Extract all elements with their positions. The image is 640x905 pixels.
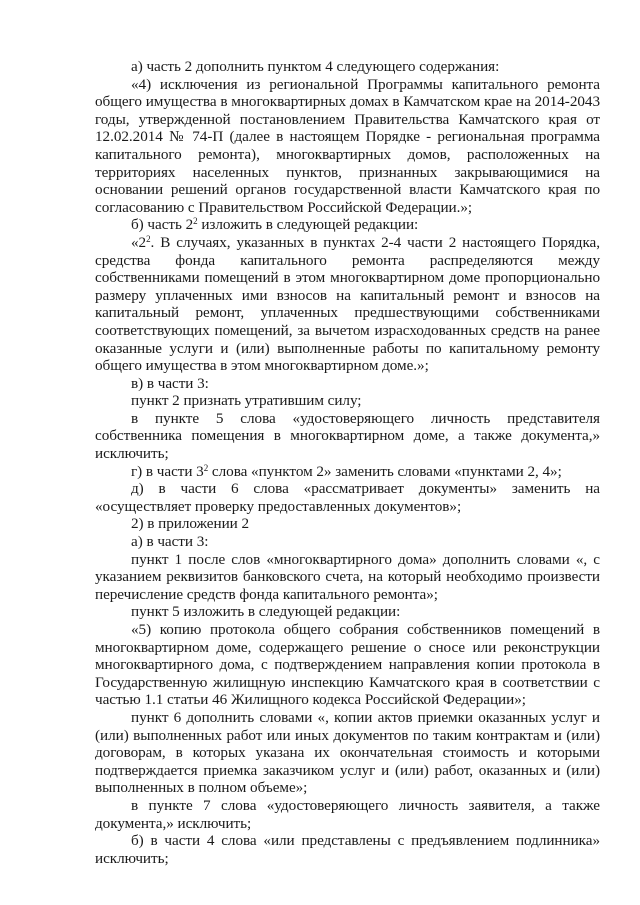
paragraph-item2-repeal: пункт 2 признать утратившим силу; [131,392,362,410]
paragraph-appendix2-part3: а) в части 3: [131,533,209,551]
paragraph-amend-part2: а) часть 2 дополнить пунктом 4 следующего содержания: [131,58,500,75]
paragraph-part2-2-heading: б) часть $2^2$ изложить в следующей редакции: [131,216,419,234]
paragraph-part2-2-text: «$2^2$. В случаях, указанных в пунктах 2-4 части 2 настоящего Порядка, средства фонда капитального ремонта распределяются между собственниками помещений в этом многоквартирном доме пропорционально размеру уплаченных ими взносов на капитальный ремонт и взносов на капитальный ремонт, уплаченных предшествующими собственниками соответствующих помещений, за вычетом израсходованных средств на ранее оказанные услуги и (или) выполненные работы по капитальному ремонту общего имущества в этом многоквартирном доме.»; [95,233,600,375]
paragraph-part3-heading: в) в части 3: [131,374,209,392]
paragraph-item4-exclusions: «4) исключения из региональной Программы капитального ремонта общего имущества в многоквартирных домах в Камчатском крае на 2014-2043 годы, утвержденной постановлением Правительства Камчатского края от 12.02.2014 № 74-П (далее в настоящем Порядке - региональная программа капитального ремонта), многоквартирных домов, расположенных на территориях населенных пунктов, признанных закрывающимися на основании решений органов государственной власти Камчатского края по согласованию с Правительством Российской Федерации.»; [95,75,600,216]
paragraph-item5-protocol: «5) копию протокола общего собрания собственников помещений в многоквартирном доме, содержащего решение о сносе или реконструкции многоквартирного дома, с подтверждением направления копии протокола в Государственную жилищную инспекцию Камчатского края в соответствии с частью 1.1 статьи 46 Жилищного кодекса Российской Федерации»; [95,621,600,709]
paragraph-item1-bank: пункт 1 после слов «многоквартирного дома» дополнить словами «, с указанием реквизитов банковского счета, на который необходимо произвести перечисление средств фонда капитального ремонта»; [95,550,600,603]
paragraph-part3-2: г) в части $3^2$ слова «пунктом 2» заменить словами «пунктами 2, 4»; [131,462,562,480]
paragraph-item7-words: в пункте 7 слова «удостоверяющего личность заявителя, а также документа,» исключить; [95,796,600,832]
document-body [95,58,600,867]
paragraph-item5-words: в пункте 5 слова «удостоверяющего личность представителя собственника помещения в многоквартирном доме, а также документа,» исключить; [95,409,600,463]
paragraph-item5-heading: пункт 5 изложить в следующей редакции: [131,603,401,621]
paragraph-appendix2: 2) в приложении 2 [131,515,250,533]
paragraph-item6-acts: пункт 6 дополнить словами «, копии актов приемки оказанных услуг и (или) выполненных работ или иных документов по таким контрактам и (или) договорам, в которых указана их окончательная стоимость и которыми подтверждается приемка заказчиком услуг и (или) работ, оказанных и (или) выполненных в полном объеме»; [95,708,600,797]
paragraph-part4: б) в части 4 слова «или представлены с предъявлением подлинника» исключить; [95,832,600,867]
paragraph-part6: д) в части 6 слова «рассматривает документы» заменить на «осуществляет проверку предоставленных документов»; [95,480,600,515]
